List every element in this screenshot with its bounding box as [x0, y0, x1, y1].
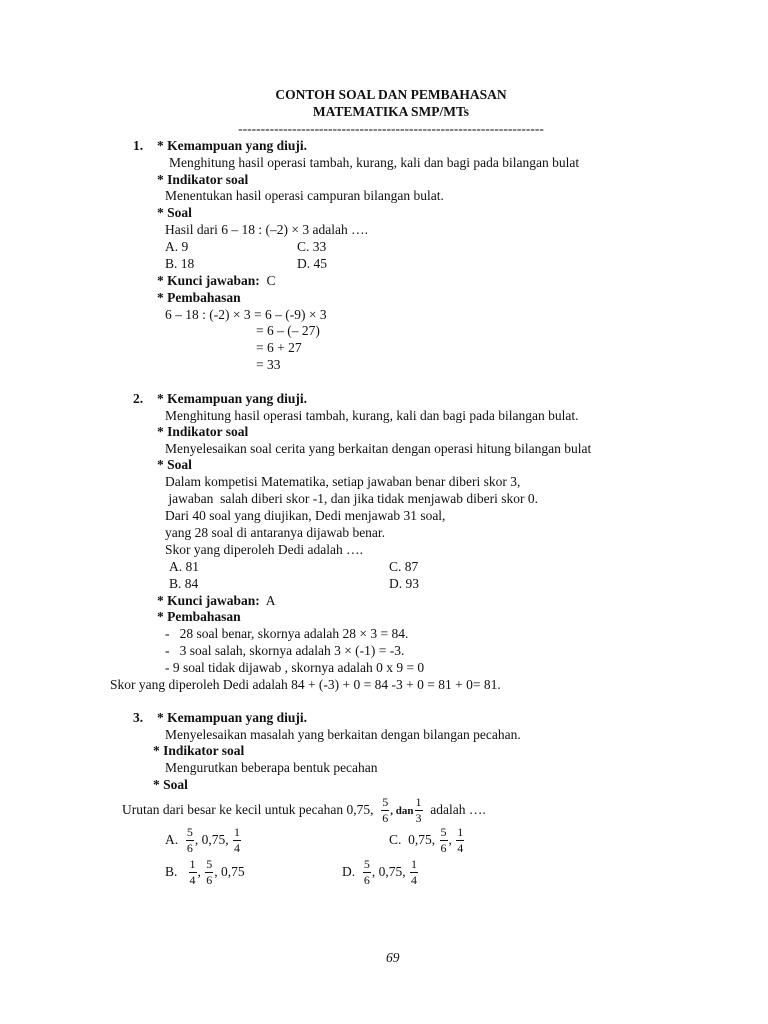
q3-soal-dan: , dan — [390, 805, 414, 817]
q2-soal-line-2: jawaban salah diberi skor -1, dan jika tidak menjawab diberi skor 0. — [165, 491, 539, 506]
q2-soal-line-4: yang 28 soal di antaranya dijawab benar. — [165, 525, 386, 540]
q1-soal-text: Hasil dari 6 – 18 : (–2) × 3 adalah …. — [165, 222, 368, 237]
q1-soal-label: * Soal — [157, 205, 192, 220]
document-subtitle: MATEMATIKA SMP/MTs — [312, 104, 470, 119]
fraction-five-sixths: $\frac{5}{6}$ — [363, 857, 370, 888]
q1-step-1: 6 – 18 : (-2) × 3 = 6 – (-9) × 3 — [165, 307, 327, 322]
fraction-one-fourth: $\frac{1}{4}$ — [234, 825, 240, 856]
q1-step-4: = 33 — [256, 357, 281, 372]
q3-soal-label: * Soal — [153, 777, 188, 792]
q3-kemampuan-text: Menyelesaikan masalah yang berkaitan dengan bilangan pecahan. — [165, 727, 521, 742]
q2-kemampuan-label: * Kemampuan yang diuji. — [157, 391, 308, 406]
q2-conclusion: Skor yang diperoleh Dedi adalah 84 + (-3) + 0 = 84 -3 + 0 = 81 + 0= 81. — [110, 677, 501, 692]
q1-kemampuan-label: * Kemampuan yang diuji. — [157, 138, 308, 153]
q3-option-c-label: C. — [389, 832, 402, 847]
q1-kunci — [157, 272, 276, 289]
page-number: 69 — [386, 950, 400, 965]
q1-pembahasan-label: * Pembahasan — [157, 290, 241, 305]
q2-kemampuan-text: Menghitung hasil operasi tambah, kurang, kali dan bagi pada bilangan bulat. — [165, 408, 579, 423]
q2-step-3: - 9 soal tidak dijawab , skornya adalah 0 x 9 = 0 — [165, 660, 425, 675]
q1-option-d: D. 45 — [297, 256, 327, 271]
q2-option-d: D. 93 — [389, 576, 419, 591]
q1-indikator-label: * Indikator soal — [157, 172, 249, 187]
fraction-five-sixths: $\frac{5}{6}$ — [440, 825, 447, 856]
q2-option-b: B. 84 — [169, 576, 199, 591]
q3-soal-text — [122, 796, 486, 825]
q2-pembahasan-label: * Pembahasan — [157, 609, 241, 624]
q3-soal-suffix: adalah …. — [430, 802, 486, 817]
q3-indikator-text: Mengurutkan beberapa bentuk pecahan — [165, 760, 378, 775]
q1-kemampuan-text: Menghitung hasil operasi tambah, kurang, kali dan bagi pada bilangan bulat — [169, 155, 580, 170]
q1-kunci-label: * Kunci jawaban: — [157, 273, 260, 288]
q2-step-2: - 3 soal salah, skornya adalah 3 × (-1) = -3. — [165, 643, 405, 658]
q3-soal-prefix: Urutan dari besar ke kecil untuk pecahan 0,75, — [122, 802, 374, 817]
q2-option-c: C. 87 — [389, 559, 419, 574]
q3-option-c: C. 0,75, $\frac{5}{6}$ , $\frac{1}{4}$ — [389, 825, 464, 856]
q1-option-b: B. 18 — [165, 256, 195, 271]
q2-number: 2. — [133, 391, 144, 406]
q2-kunci-label: * Kunci jawaban: — [157, 593, 260, 608]
q2-kunci — [157, 592, 276, 609]
q3-option-a-label: A. — [165, 832, 179, 847]
q1-option-c: C. 33 — [297, 239, 327, 254]
header-rule: -------------------------------------------------------------------- — [238, 121, 544, 136]
fraction-five-sixths: $\frac{5}{6}$ — [186, 825, 193, 856]
q3-option-d: D. $\frac{5}{6}$ , 0,75, $\frac{1}{4}$ — [342, 857, 417, 888]
q3-option-a: A. $\frac{5}{6}$ , 0,75, $\frac{1}{4}$ — [165, 825, 240, 856]
q2-kunci-value: A — [265, 593, 276, 608]
q3-option-b-label: B. — [165, 864, 178, 879]
q2-indikator-text: Menyelesaikan soal cerita yang berkaitan dengan operasi hitung bilangan bulat — [165, 441, 592, 456]
q3-option-d-label: D. — [342, 864, 356, 879]
q1-step-3: = 6 + 27 — [256, 340, 302, 355]
q3-option-b: B. $\frac{1}{4}$ , $\frac{5}{6}$ , 0,75 — [165, 857, 245, 888]
fraction-one-third: $\frac{1}{3}$ — [415, 795, 422, 826]
fraction-one-fourth: $\frac{1}{4}$ — [189, 857, 196, 888]
fraction-five-sixths: $\frac{5}{6}$ — [206, 857, 213, 888]
q2-soal-label: * Soal — [157, 457, 192, 472]
q2-option-a: A. 81 — [169, 559, 199, 574]
fraction-one-fourth: $\frac{1}{4}$ — [411, 857, 417, 888]
fraction-one-fourth: $\frac{1}{4}$ — [457, 825, 464, 856]
q1-kunci-value: C — [266, 273, 276, 288]
fraction-five-sixths: $\frac{5}{6}$ — [382, 795, 389, 826]
q2-soal-line-3: Dari 40 soal yang diujikan, Dedi menjawab 31 soal, — [165, 508, 446, 523]
q2-step-1: - 28 soal benar, skornya adalah 28 × 3 = 84. — [165, 626, 409, 641]
q2-soal-line-5: Skor yang diperoleh Dedi adalah …. — [165, 542, 363, 557]
document-title: CONTOH SOAL DAN PEMBAHASAN — [275, 87, 507, 102]
q1-number: 1. — [133, 138, 144, 153]
q3-kemampuan-label: * Kemampuan yang diuji. — [157, 710, 308, 725]
q1-option-a: A. 9 — [165, 239, 189, 254]
q1-indikator-text: Menentukan hasil operasi campuran bilangan bulat. — [165, 188, 444, 203]
q3-number: 3. — [133, 710, 144, 725]
q2-indikator-label: * Indikator soal — [157, 424, 249, 439]
q3-indikator-label: * Indikator soal — [153, 743, 245, 758]
q2-soal-line-1: Dalam kompetisi Matematika, setiap jawaban benar diberi skor 3, — [165, 474, 521, 489]
q1-step-2: = 6 – (– 27) — [256, 323, 320, 338]
